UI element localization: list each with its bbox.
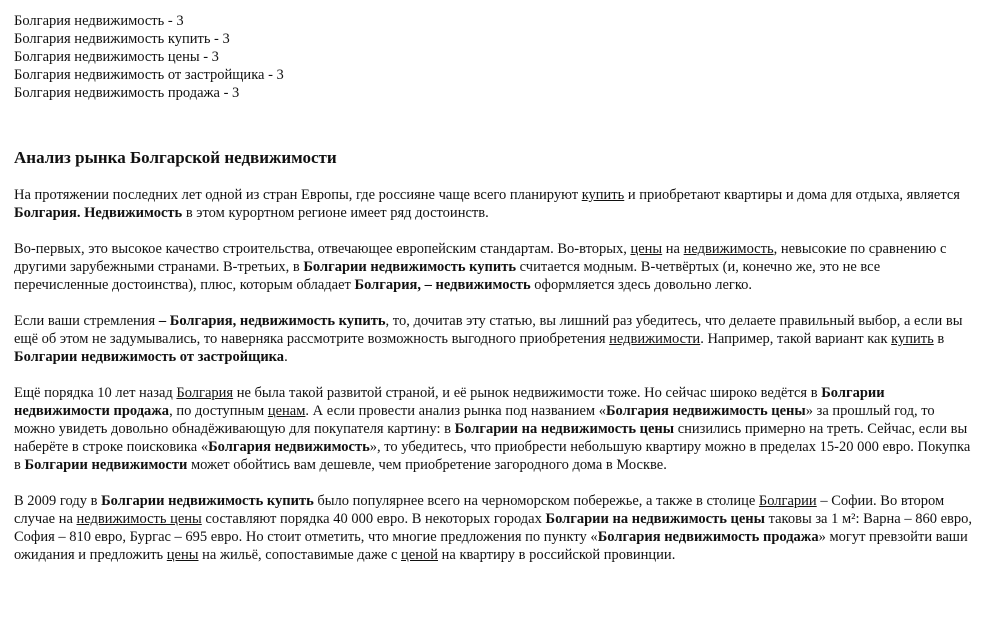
inline-link[interactable]: недвижимости	[609, 331, 701, 347]
article-paragraph	[14, 312, 978, 366]
paragraph-text: », то убедитесь, что приобрести небольшую квартиру можно в пределах 15-20 000 евро. Покупка в	[14, 439, 971, 473]
paragraph-text: может обойтись вам дешевле, чем приобретение загородного дома в Москве.	[187, 457, 667, 473]
keyword-list-item: Болгария недвижимость цены - 3	[14, 49, 219, 65]
paragraph-text: и приобретают квартиры и дома для отдыха, является	[624, 187, 960, 203]
paragraph-text: . Например, такой вариант как	[700, 331, 892, 347]
paragraph-text: оформляется здесь довольно легко.	[530, 277, 753, 293]
inline-link[interactable]: ценой	[401, 547, 439, 563]
article-body	[14, 186, 978, 564]
paragraph-text: в этом курортном регионе имеет ряд достоинств.	[182, 205, 489, 221]
paragraph-text: на квартиру в российской провинции.	[438, 547, 676, 563]
bold-keyword: Болгарии на недвижимость цены	[454, 421, 675, 437]
keyword-list-item: Болгария недвижимость - 3	[14, 13, 184, 29]
paragraph-text: считается модным. В-четвёртых (и, конечно же, это не все перечисленные достоинства), плюс, которым обладает	[14, 259, 881, 293]
paragraph-text: » могут превзойти ваши ожидания и предложить	[14, 529, 968, 563]
bold-keyword: Болгария недвижимость продажа	[597, 529, 819, 545]
keyword-list-item: Болгария недвижимость продажа - 3	[14, 85, 240, 101]
paragraph-text: было популярнее всего на черноморском побережье, а также в столице	[313, 493, 759, 509]
paragraph-text: . А если провести анализ рынка под названием «	[305, 403, 606, 419]
article-paragraph	[14, 492, 978, 564]
inline-link[interactable]: недвижимость	[683, 241, 774, 257]
inline-link[interactable]: цены	[166, 547, 199, 563]
bold-keyword: Болгарии недвижимость купить	[303, 259, 517, 275]
paragraph-text: составляют порядка 40 000 евро. В некоторых городах	[201, 511, 546, 527]
bold-keyword: Болгарии на недвижимость цены	[545, 511, 765, 527]
paragraph-text: – Софии. Во втором случае на	[14, 493, 945, 527]
paragraph-text: Если ваши стремления	[14, 313, 159, 329]
bold-keyword: Болгарии недвижимость купить	[101, 493, 314, 509]
keyword-list-item: Болгария недвижимость от застройщика - 3	[14, 67, 284, 83]
bold-keyword: Болгария недвижимость цены	[605, 403, 806, 419]
inline-link[interactable]: купить	[891, 331, 934, 347]
paragraph-text: » за прошлый год, то можно увидеть довольно обнадёживающую для покупателя картину: в	[14, 403, 935, 437]
paragraph-text: в	[933, 331, 945, 347]
paragraph-text: На протяжении последних лет одной из стран Европы, где россияне чаще всего планируют	[14, 187, 582, 203]
paragraph-text: , то, дочитав эту статью, вы лишний раз убедитесь, что делаете правильный выбор, а если вы ещё об этом не задумывались, то наверняка рассмотрите возможность выгодного приобретения	[14, 313, 963, 347]
bold-keyword: Болгарии недвижимости	[24, 457, 188, 473]
inline-link[interactable]: цены	[630, 241, 663, 257]
paragraph-text: снизились примерно на треть. Сейчас, если вы наберёте в строке поисковика «	[14, 421, 968, 455]
paragraph-text: на жильё, сопоставимые даже с	[198, 547, 402, 563]
bold-keyword: Болгарии недвижимость от застройщика	[14, 349, 285, 365]
inline-link[interactable]: купить	[581, 187, 625, 203]
paragraph-text: , по доступным	[169, 403, 268, 419]
bold-keyword: – Болгария, недвижимость купить	[158, 313, 386, 329]
bold-keyword: Болгария. Недвижимость	[14, 205, 183, 221]
bold-keyword: Болгарии недвижимости продажа	[14, 385, 885, 419]
article-paragraph	[14, 384, 978, 474]
paragraph-text: , невысокие по сравнению с другими зарубежными странами. В-третьих, в	[14, 241, 947, 275]
keyword-list-item: Болгария недвижимость купить - 3	[14, 31, 230, 47]
paragraph-text: В 2009 году в	[14, 493, 102, 509]
paragraph-text: Ещё порядка 10 лет назад	[14, 385, 177, 401]
paragraph-text: .	[284, 349, 288, 365]
bold-keyword: Болгария недвижимость	[208, 439, 370, 455]
paragraph-text: не была такой развитой страной, и её рынок недвижимости тоже. Но сейчас широко ведётся в	[233, 385, 822, 401]
paragraph-text: таковы за 1 м²: Варна – 860 евро, София – 810 евро, Бургас – 695 евро. Но стоит отметить, что многие предложения по пункту «	[14, 511, 972, 545]
article-title: Анализ рынка Болгарской недвижимости	[14, 148, 337, 167]
paragraph-text: на	[662, 241, 684, 257]
inline-link[interactable]: недвижимость цены	[76, 511, 202, 527]
article-paragraph	[14, 186, 978, 222]
bold-keyword: Болгария, – недвижимость	[354, 277, 531, 293]
inline-link[interactable]: ценам	[267, 403, 306, 419]
article-paragraph	[14, 240, 978, 294]
inline-link[interactable]: Болгария	[176, 385, 234, 401]
inline-link[interactable]: Болгарии	[758, 493, 817, 509]
paragraph-text: Во-первых, это высокое качество строительства, отвечающее европейским стандартам. Во-вторых,	[14, 241, 631, 257]
keyword-list	[14, 12, 978, 102]
